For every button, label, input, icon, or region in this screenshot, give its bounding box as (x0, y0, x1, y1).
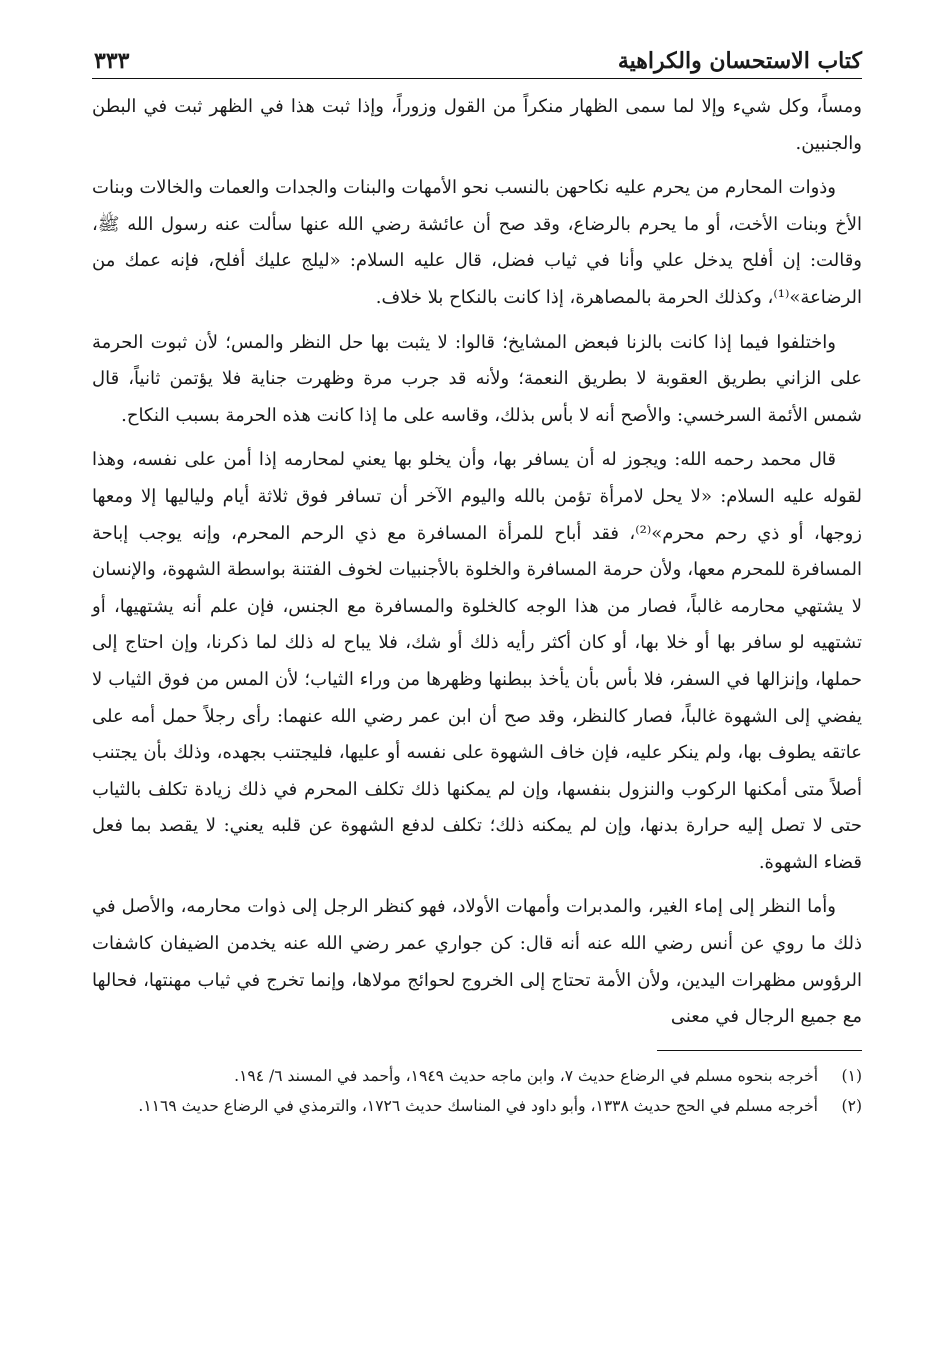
footnote-number: (٢) (841, 1096, 862, 1115)
paragraph-3: واختلفوا فيما إذا كانت بالزنا فبعض المشايخ؛ قالوا: لا يثبت بها حل النظر والمس؛ لأن ثبوت الحرمة على الزاني بطريق العقوبة لا بطريق النعمة؛ ولأنه قد جرب مرة وظهرت جناية فلا يؤتمن ثانياً، قال شمس الأئمة السرخسي: والأصح أنه لا بأس بذلك، وقاسه على ما إذا كانت هذه الحرمة بسبب النكاح. (92, 331, 862, 426)
chapter-title: كتاب الاستحسان والكراهية (617, 48, 862, 74)
footnote-number: (١) (841, 1066, 862, 1085)
book-page (92, 40, 862, 1121)
running-header (92, 40, 862, 79)
footnote-2 (92, 1091, 862, 1121)
paragraph-5: وأما النظر إلى إماء الغير، والمدبرات وأمهات الأولاد، فهو كنظر الرجل إلى ذوات محارمه، والأصل في ذلك ما روي عن أنس رضي الله عنه أنه قال: كن جواري عمر رضي الله عنه يخدمن الضيفان كاشفات الرؤوس مظهرات اليدين، ولأن الأمة تحتاج إلى الخروج لحوائج مولاها، وإنما تخرج في ثياب مهنتها، فحالها مع جميع الرجال في معنى (92, 896, 862, 1028)
page-number: ٣٣٣ (94, 48, 130, 74)
main-text (92, 89, 862, 1036)
paragraph-2: وذوات المحارم من يحرم عليه نكاحهن بالنسب نحو الأمهات والبنات والجدات والعمات والخالات وبنات الأخ وبنات الأخت، أو ما يحرم بالرضاع، وقد صح أن عائشة رضي الله عنها سألت عنه رسول الله ﷺ، وقالت: إن أفلح يدخل علي وأنا في ثياب فضل، قال عليه السلام: «ليلج عليك أفلح، فإنه عمك من الرضاعة»⁽¹⁾، وكذلك الحرمة بالمصاهرة، إذا كانت بالنكاح بلا خلاف. (92, 177, 862, 308)
footnote-divider (657, 1050, 862, 1051)
paragraph-1: ومساً، وكل شيء وإلا لما سمى الظهار منكراً من القول وزوراً، وإذا ثبت هذا في الظهر ثبت في البطن والجنبين. (92, 96, 862, 154)
footnote-text: أخرجه بنحوه مسلم في الرضاع حديث ٧، وابن ماجه حديث ١٩٤٩، وأحمد في المسند ٦/ ١٩٤. (234, 1066, 818, 1085)
paragraph-4: قال محمد رحمه الله: ويجوز له أن يسافر بها، وأن يخلو بها يعني لمحارمه إذا أمن على نفسه، وهذا لقوله عليه السلام: «لا يحل لامرأة تؤمن بالله واليوم الآخر أن تسافر فوق ثلاثة أيام ولياليها إلا ومعها زوجها، أو ذي رحم محرم»⁽²⁾، فقد أباح للمرأة المسافرة مع ذي الرحم المحرم، وإنه يوجب إباحة المسافرة للمحرم معها، ولأن حرمة المسافرة والخلوة بالأجنبيات لخوف الفتنة بواسطة الشهوة، والإنسان لا يشتهي محارمه غالباً، فصار من هذا الوجه كالخلوة والمسافرة مع الجنس، فإن علم أنه يشتهيها، أو تشتهيه لو سافر بها أو خلا بها، أو كان أكثر رأيه ذلك أو شك، فلا يباح له ذلك لما ذكرنا، وإن احتاج إلى حملها، وإنزالها في السفر، فلا بأس بأن يأخذ ببطنها وظهرها من وراء الثياب؛ لأن المس من فوق الثياب لا يفضي إلى الشهوة غالباً، فصار كالنظر، وقد صح أن ابن عمر رضي الله عنهما: رأى رجلاً حمل أمه على عاتقه يطوف بها، ولم ينكر عليه، فإن خاف الشهوة على نفسه أو عليها، فليجتنب بجهده، وذلك بأن يجتنب أصلاً متى أمكنها الركوب والنزول بنفسها، وإن لم يمكنها ذلك تكلف المحرم في ذلك زيادة تكلف بالثياب حتى لا تصل إليه حرارة بدنها، وإن لم يمكنه ذلك؛ تكلف لدفع الشهوة عن قلبه يعني: لا يقصد بما فعل قضاء الشهوة. (92, 449, 862, 873)
footnote-text: أخرجه مسلم في الحج حديث ١٣٣٨، وأبو داود في المناسك حديث ١٧٢٦، والترمذي في الرضاع حديث ١١٦٩. (138, 1096, 818, 1115)
footnotes (92, 1061, 862, 1121)
footnote-1 (92, 1061, 862, 1091)
